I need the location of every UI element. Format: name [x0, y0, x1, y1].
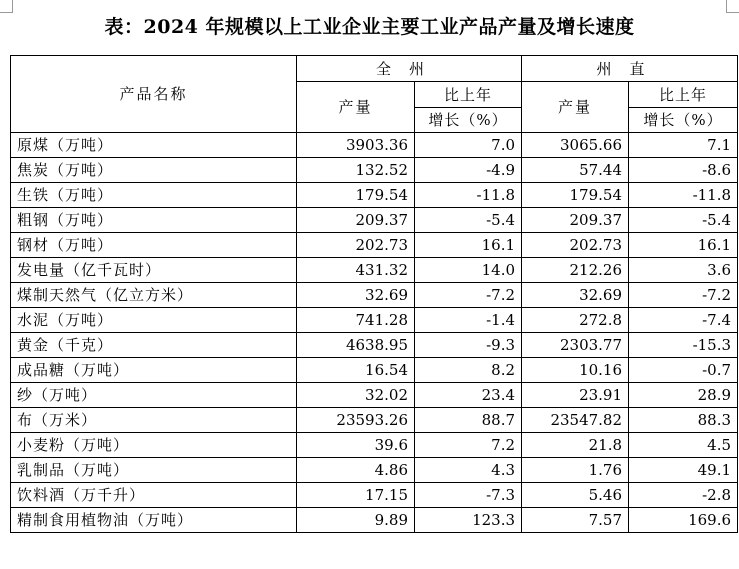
province-growth-cell: -11.8 — [415, 183, 522, 208]
province-output-cell: 431.32 — [297, 258, 415, 283]
province-growth-cell: 23.4 — [415, 383, 522, 408]
table-row — [11, 258, 738, 283]
table-row — [11, 433, 738, 458]
table-row — [11, 308, 738, 333]
prefecture-growth-cell: -11.8 — [629, 183, 738, 208]
prefecture-growth-cell: 88.3 — [629, 408, 738, 433]
table-row — [11, 283, 738, 308]
prefecture-output-cell: 23.91 — [522, 383, 629, 408]
prefecture-output-cell: 2303.77 — [522, 333, 629, 358]
prefecture-growth-cell: -5.4 — [629, 208, 738, 233]
product-name-cell: 精制食用植物油（万吨） — [11, 508, 297, 533]
prefecture-output-cell: 212.26 — [522, 258, 629, 283]
product-name-cell: 生铁（万吨） — [11, 183, 297, 208]
prefecture-output-cell: 5.46 — [522, 483, 629, 508]
prefecture-growth-cell: -8.6 — [629, 158, 738, 183]
prefecture-growth-cell: -7.2 — [629, 283, 738, 308]
table-row — [11, 208, 738, 233]
product-name-cell: 焦炭（万吨） — [11, 158, 297, 183]
page-corner-mark-right — [726, 0, 739, 13]
industrial-output-table — [10, 55, 738, 533]
product-name-cell: 小麦粉（万吨） — [11, 433, 297, 458]
header-prefecture-growth-line1: 比上年 — [629, 82, 738, 108]
product-name-cell: 水泥（万吨） — [11, 308, 297, 333]
prefecture-growth-cell: 28.9 — [629, 383, 738, 408]
prefecture-output-cell: 32.69 — [522, 283, 629, 308]
prefecture-output-cell: 1.76 — [522, 458, 629, 483]
province-growth-cell: 88.7 — [415, 408, 522, 433]
prefecture-growth-cell: -7.4 — [629, 308, 738, 333]
province-output-cell: 23593.26 — [297, 408, 415, 433]
province-growth-cell: 7.2 — [415, 433, 522, 458]
province-growth-cell: -7.3 — [415, 483, 522, 508]
table-row — [11, 158, 738, 183]
province-growth-cell: 14.0 — [415, 258, 522, 283]
product-name-cell: 钢材（万吨） — [11, 233, 297, 258]
province-output-cell: 17.15 — [297, 483, 415, 508]
prefecture-growth-cell: 49.1 — [629, 458, 738, 483]
header-group-province: 全州 — [297, 56, 522, 82]
header-prefecture-output: 产量 — [522, 82, 629, 133]
product-name-cell: 原煤（万吨） — [11, 133, 297, 158]
province-output-cell: 3903.36 — [297, 133, 415, 158]
province-growth-cell: -4.9 — [415, 158, 522, 183]
prefecture-output-cell: 3065.66 — [522, 133, 629, 158]
product-name-cell: 纱（万吨） — [11, 383, 297, 408]
prefecture-output-cell: 202.73 — [522, 233, 629, 258]
product-name-cell: 煤制天然气（亿立方米） — [11, 283, 297, 308]
province-output-cell: 4638.95 — [297, 333, 415, 358]
header-province-output: 产量 — [297, 82, 415, 133]
header-row-groups — [11, 56, 738, 82]
product-name-cell: 成品糖（万吨） — [11, 358, 297, 383]
prefecture-growth-cell: 4.5 — [629, 433, 738, 458]
product-name-cell: 黄金（千克） — [11, 333, 297, 358]
product-name-cell: 粗钢（万吨） — [11, 208, 297, 233]
table-title: 表：2024 年规模以上工业企业主要工业产品产量及增长速度 — [104, 16, 635, 38]
table-body — [11, 133, 738, 533]
prefecture-output-cell: 23547.82 — [522, 408, 629, 433]
table-row — [11, 358, 738, 383]
province-output-cell: 4.86 — [297, 458, 415, 483]
header-province-growth-line2: 增长（%） — [415, 108, 522, 133]
province-output-cell: 16.54 — [297, 358, 415, 383]
page-corner-mark-left — [0, 0, 13, 13]
table-row — [11, 233, 738, 258]
province-growth-cell: -1.4 — [415, 308, 522, 333]
prefecture-output-cell: 57.44 — [522, 158, 629, 183]
product-name-cell: 布（万米） — [11, 408, 297, 433]
table-row — [11, 458, 738, 483]
header-prefecture-growth-line2: 增长（%） — [629, 108, 738, 133]
prefecture-output-cell: 209.37 — [522, 208, 629, 233]
table-row — [11, 133, 738, 158]
prefecture-output-cell: 7.57 — [522, 508, 629, 533]
prefecture-growth-cell: 169.6 — [629, 508, 738, 533]
header-province-growth-line1: 比上年 — [415, 82, 522, 108]
prefecture-growth-cell: -2.8 — [629, 483, 738, 508]
table-row — [11, 183, 738, 208]
province-output-cell: 32.02 — [297, 383, 415, 408]
prefecture-growth-cell: -15.3 — [629, 333, 738, 358]
prefecture-growth-cell: -0.7 — [629, 358, 738, 383]
prefecture-output-cell: 179.54 — [522, 183, 629, 208]
table-row — [11, 333, 738, 358]
province-output-cell: 179.54 — [297, 183, 415, 208]
table-row — [11, 508, 738, 533]
prefecture-growth-cell: 7.1 — [629, 133, 738, 158]
prefecture-growth-cell: 3.6 — [629, 258, 738, 283]
province-output-cell: 132.52 — [297, 158, 415, 183]
province-growth-cell: -9.3 — [415, 333, 522, 358]
prefecture-output-cell: 10.16 — [522, 358, 629, 383]
province-growth-cell: -5.4 — [415, 208, 522, 233]
province-output-cell: 39.6 — [297, 433, 415, 458]
province-output-cell: 741.28 — [297, 308, 415, 333]
province-growth-cell: 123.3 — [415, 508, 522, 533]
province-growth-cell: -7.2 — [415, 283, 522, 308]
product-name-cell: 乳制品（万吨） — [11, 458, 297, 483]
table-row — [11, 383, 738, 408]
province-growth-cell: 4.3 — [415, 458, 522, 483]
prefecture-output-cell: 21.8 — [522, 433, 629, 458]
province-growth-cell: 7.0 — [415, 133, 522, 158]
prefecture-growth-cell: 16.1 — [629, 233, 738, 258]
table-row — [11, 483, 738, 508]
product-name-cell: 饮料酒（万千升） — [11, 483, 297, 508]
province-output-cell: 32.69 — [297, 283, 415, 308]
header-group-prefecture: 州直 — [522, 56, 738, 82]
table-row — [11, 408, 738, 433]
province-growth-cell: 8.2 — [415, 358, 522, 383]
prefecture-output-cell: 272.8 — [522, 308, 629, 333]
product-name-cell: 发电量（亿千瓦时） — [11, 258, 297, 283]
province-output-cell: 209.37 — [297, 208, 415, 233]
province-output-cell: 9.89 — [297, 508, 415, 533]
province-growth-cell: 16.1 — [415, 233, 522, 258]
header-product-name: 产品名称 — [11, 56, 297, 133]
province-output-cell: 202.73 — [297, 233, 415, 258]
